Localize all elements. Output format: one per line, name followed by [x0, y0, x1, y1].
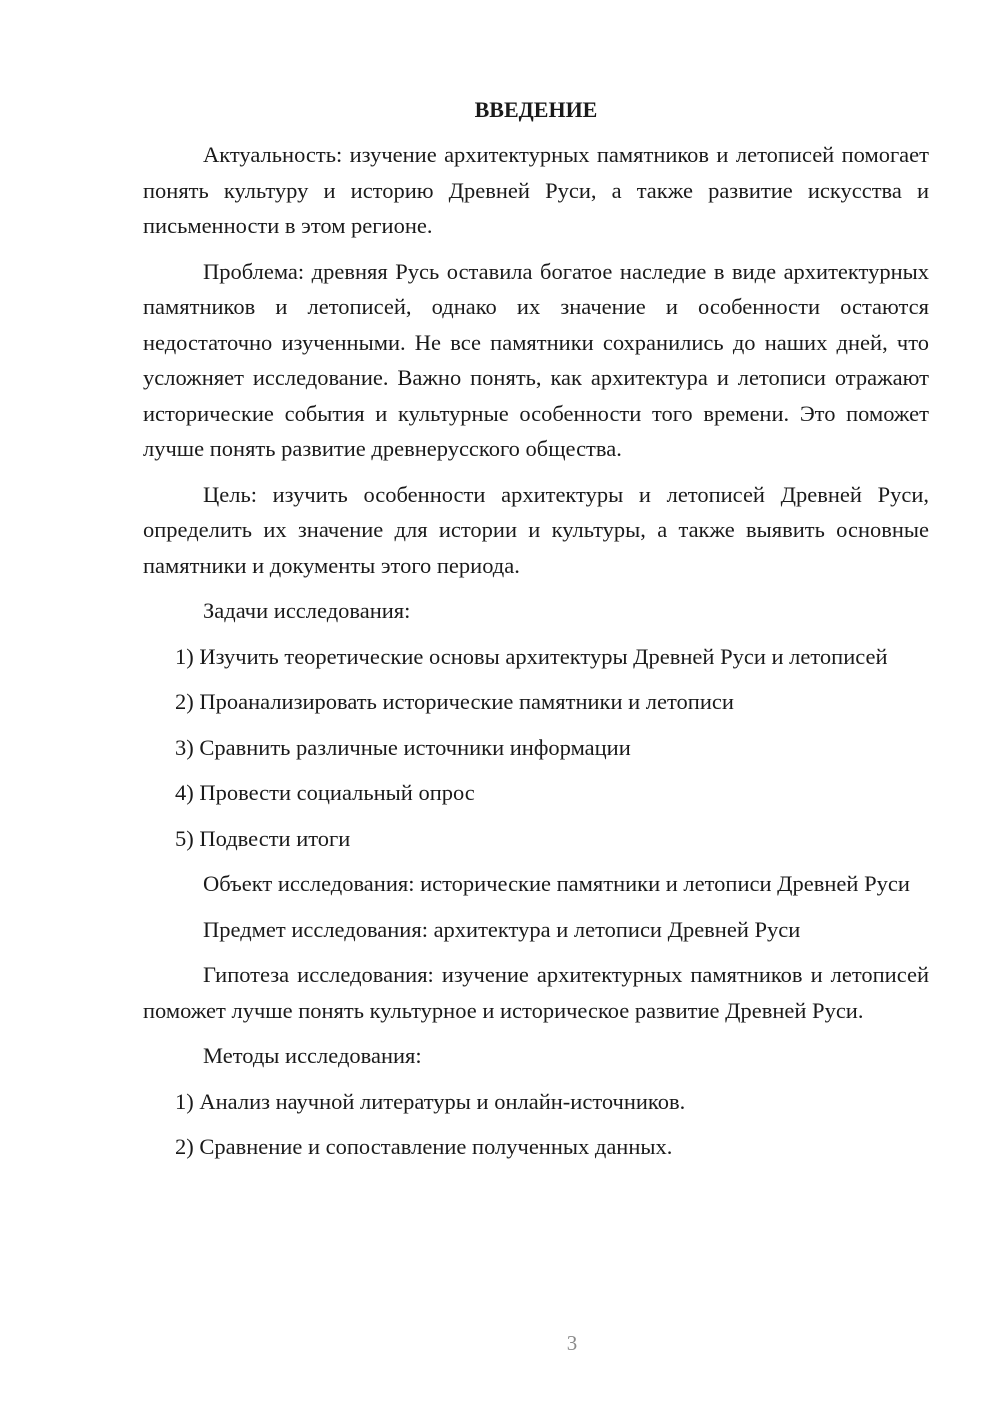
page-title: ВВЕДЕНИЕ — [474, 97, 598, 122]
task-item-2: 2) Проанализировать исторические памятники и летописи — [175, 689, 734, 714]
document-page — [143, 92, 929, 1175]
task-item-4: 4) Провести социальный опрос — [175, 780, 475, 805]
method-item-1: 1) Анализ научной литературы и онлайн-источников. — [175, 1088, 686, 1114]
methods-heading: Методы исследования: — [203, 1043, 422, 1068]
paragraph-goal: Цель: изучить особенности архитектуры и летописей Древней Руси, определить их значение для истории и культуры, а также выявить основные памятники и документы этого периода. — [143, 481, 929, 578]
tasks-heading: Задачи исследования: — [203, 598, 411, 623]
paragraph-subject: Предмет исследования: архитектура и летописи Древней Руси — [203, 916, 801, 942]
paragraph-relevance: Актуальность: изучение архитектурных памятников и летописей помогает понять культуру и историю Древней Руси, а также развитие искусства и письменности в этом регионе. — [143, 142, 929, 238]
method-item-2: 2) Сравнение и сопоставление полученных данных. — [175, 1134, 673, 1159]
paragraph-problem: Проблема: древняя Русь оставила богатое наследие в виде архитектурных памятников и летописей, однако их значение и особенности остаются недостаточно изученными. Не все памятники сохранились до наших дней, что усложняет исследование. Важно понять, как архитектура и летописи отражают исторические события и культурные особенности того времени. Это поможет лучше понять развитие древнерусского общества. — [143, 258, 929, 461]
paragraph-hypothesis: Гипотеза исследования: изучение архитектурных памятников и летописей поможет лучше понять культурное и историческое развитие Древней Руси. — [143, 962, 929, 1023]
page-number: 3 — [566, 1331, 578, 1355]
task-item-5: 5) Подвести итоги — [175, 825, 351, 851]
task-item-1: 1) Изучить теоретические основы архитектуры Древней Руси и летописей — [175, 643, 888, 669]
task-item-3: 3) Сравнить различные источники информации — [175, 734, 631, 760]
paragraph-object: Объект исследования: исторические памятники и летописи Древней Руси — [203, 871, 910, 896]
